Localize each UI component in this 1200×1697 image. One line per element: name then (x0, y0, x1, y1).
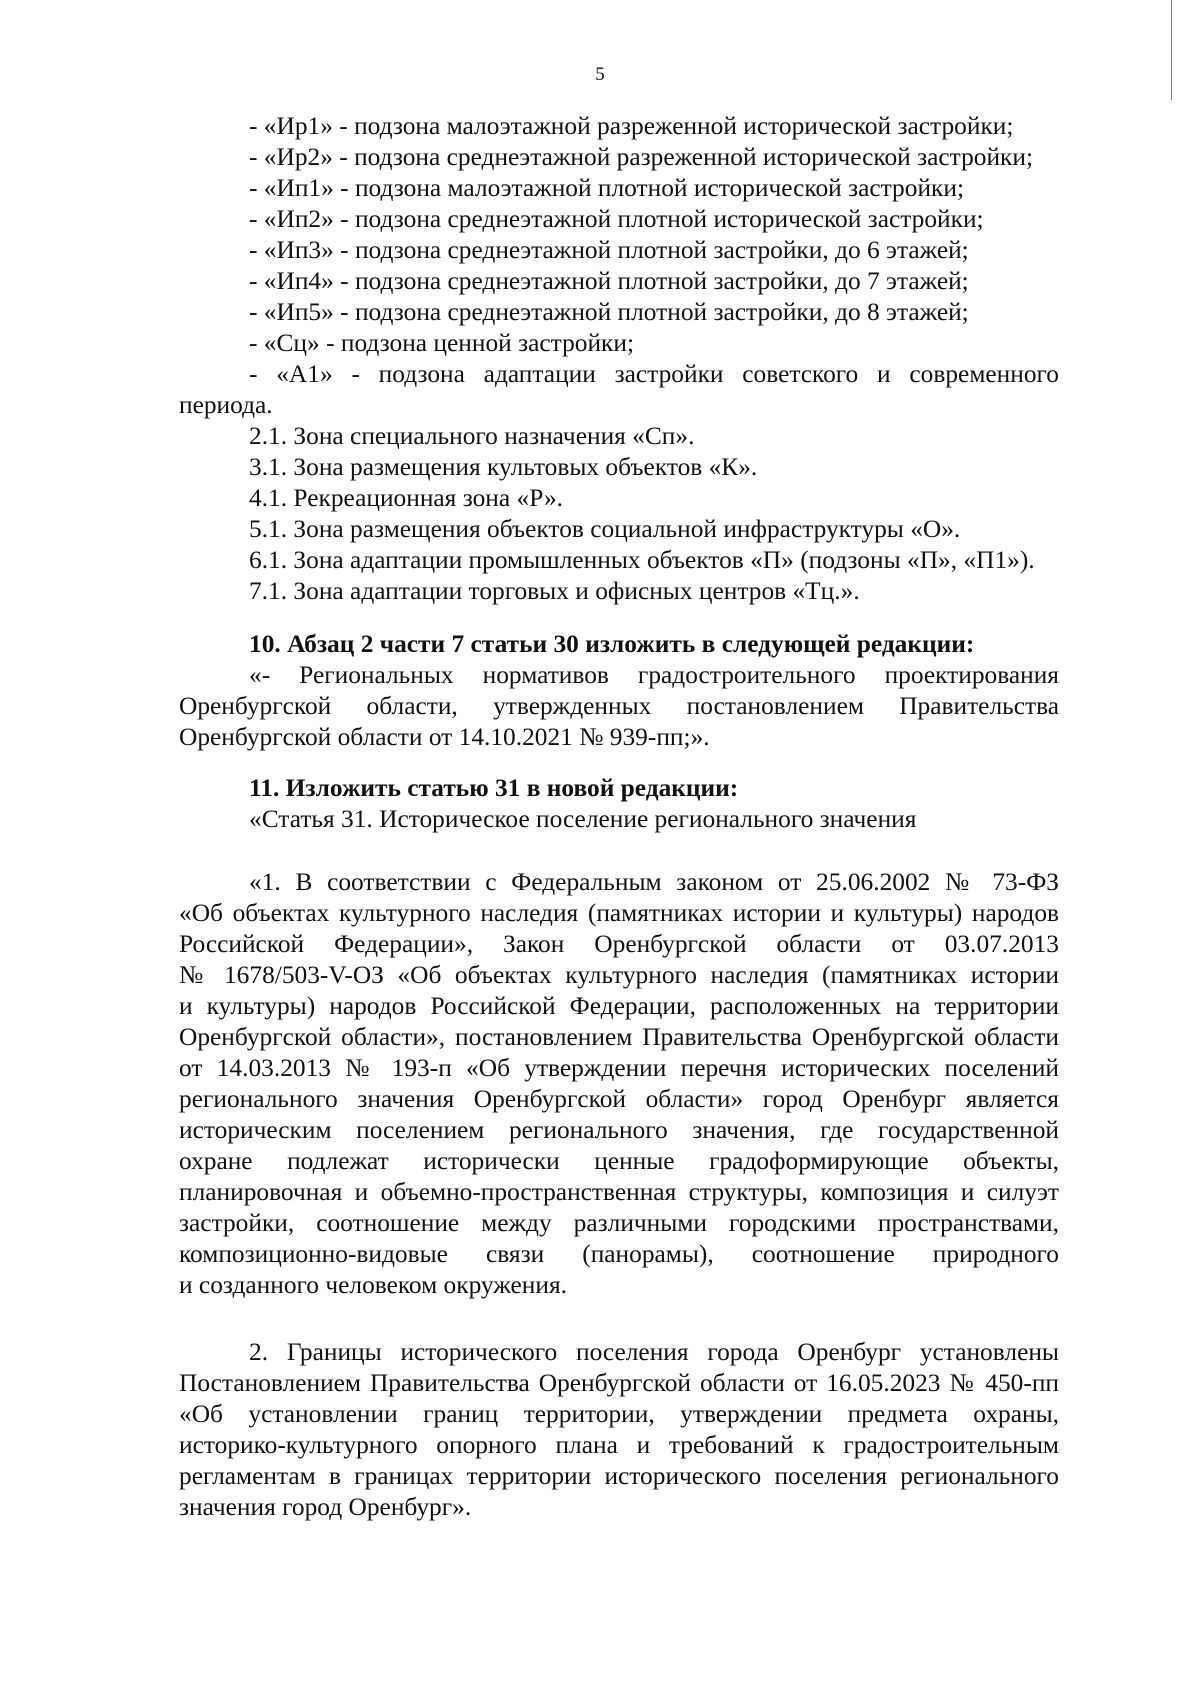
paragraph-line: регламентам в границах территории исторического поселения регионального (179, 1462, 1059, 1490)
zone-item: 2.1. Зона специального назначения «Сп». (249, 422, 695, 450)
zone-item: 7.1. Зона адаптации торговых и офисных центров «Тц.». (249, 577, 860, 605)
paragraph-line: и культуры) народов Российской Федерации, расположенных на территории (179, 992, 1059, 1020)
article-31-title: «Статья 31. Историческое поселение регионального значения (249, 805, 917, 833)
paragraph-line: «Об объектах культурного наследия (памятниках истории и культуры) народов (179, 899, 1059, 927)
subzone-list (179, 111, 1059, 421)
zone-list (179, 421, 1059, 607)
zone-item: 3.1. Зона размещения культовых объектов «К». (249, 453, 758, 481)
subzone-item: - «Ир2» - подзона среднеэтажной разреженной исторической застройки; (249, 143, 1034, 171)
subzone-item: - «Ип3» - подзона среднеэтажной плотной застройки, до 6 этажей; (249, 236, 969, 264)
paragraph-line: Постановлением Правительства Оренбургской области от 16.05.2023 № 450-пп (179, 1369, 1059, 1397)
subzone-a1-continuation: периода. (179, 391, 273, 419)
paragraph-line: застройки, соотношение между различными городскими пространствами, (179, 1209, 1059, 1237)
section-10-heading: 10. Абзац 2 части 7 статьи 30 изложить в следующей редакции: (249, 630, 975, 658)
subzone-item: - «Ип4» - подзона среднеэтажной плотной застройки, до 7 этажей; (249, 267, 969, 295)
subzone-item: - «Ип1» - подзона малоэтажной плотной исторической застройки; (249, 174, 965, 202)
paragraph-line: планировочная и объемно-пространственная структуры, композиция и силуэт (179, 1178, 1059, 1206)
paragraph-line: от 14.03.2013 № 193-п «Об утверждении перечня исторических поселений (179, 1054, 1059, 1082)
paragraph-line: «Об установлении границ территории, утверждении предмета охраны, (179, 1400, 1059, 1428)
zone-item: 5.1. Зона размещения объектов социальной инфраструктуры «О». (249, 515, 961, 543)
paragraph-line: охране подлежат исторически ценные градоформирующие объекты, (179, 1147, 1059, 1175)
subzone-item: - «Ип2» - подзона среднеэтажной плотной исторической застройки; (249, 205, 984, 233)
page-number: 5 (595, 64, 605, 85)
document-body (179, 111, 1059, 1523)
subzone-item: - «Ип5» - подзона среднеэтажной плотной застройки, до 8 этажей; (249, 298, 969, 326)
paragraph-line: 2. Границы исторического поселения города Оренбург установлены (249, 1338, 1059, 1366)
paragraph-line: историко-культурного опорного плана и требований к градостроительным (179, 1431, 1059, 1459)
section-10-text-line: Оренбургской области от 14.10.2021 № 939-пп;». (179, 723, 710, 751)
paragraph-line: № 1678/503-V-ОЗ «Об объектах культурного наследия (памятниках истории (179, 961, 1059, 989)
section-11-heading: 11. Изложить статью 31 в новой редакции: (249, 774, 739, 802)
paragraph-line: композиционно-видовые связи (панорамы), соотношение природного (179, 1240, 1059, 1268)
article-31-paragraph-2 (179, 1337, 1059, 1523)
subzone-item: - «Сц» - подзона ценной застройки; (249, 329, 635, 357)
paragraph-line: историческим поселением регионального значения, где государственной (179, 1116, 1059, 1144)
paragraph-line: Российской Федерации», Закон Оренбургской области от 03.07.2013 (179, 930, 1059, 958)
paragraph-line: «1. В соответствии с Федеральным законом от 25.06.2002 № 73-ФЗ (249, 868, 1059, 896)
paragraph-line: и созданного человеком окружения. (179, 1271, 567, 1299)
section-10-text-line: Оренбургской области, утвержденных постановлением Правительства (179, 692, 1059, 720)
subzone-item: - «Ир1» - подзона малоэтажной разреженной исторической застройки; (249, 112, 1014, 140)
zone-item: 4.1. Рекреационная зона «Р». (249, 484, 563, 512)
subzone-a1-line: - «А1» - подзона адаптации застройки советского и современного (249, 360, 1059, 388)
paragraph-line: регионального значения Оренбургской области» город Оренбург является (179, 1085, 1059, 1113)
section-10-text-line: «- Региональных нормативов градостроительного проектирования (249, 661, 1059, 689)
paragraph-line: Оренбургской области», постановлением Правительства Оренбургской области (179, 1023, 1059, 1051)
article-31-paragraph-1 (179, 867, 1059, 1301)
zone-item: 6.1. Зона адаптации промышленных объектов «П» (подзоны «П», «П1»). (249, 546, 1035, 574)
paragraph-line: значения город Оренбург». (179, 1493, 472, 1521)
